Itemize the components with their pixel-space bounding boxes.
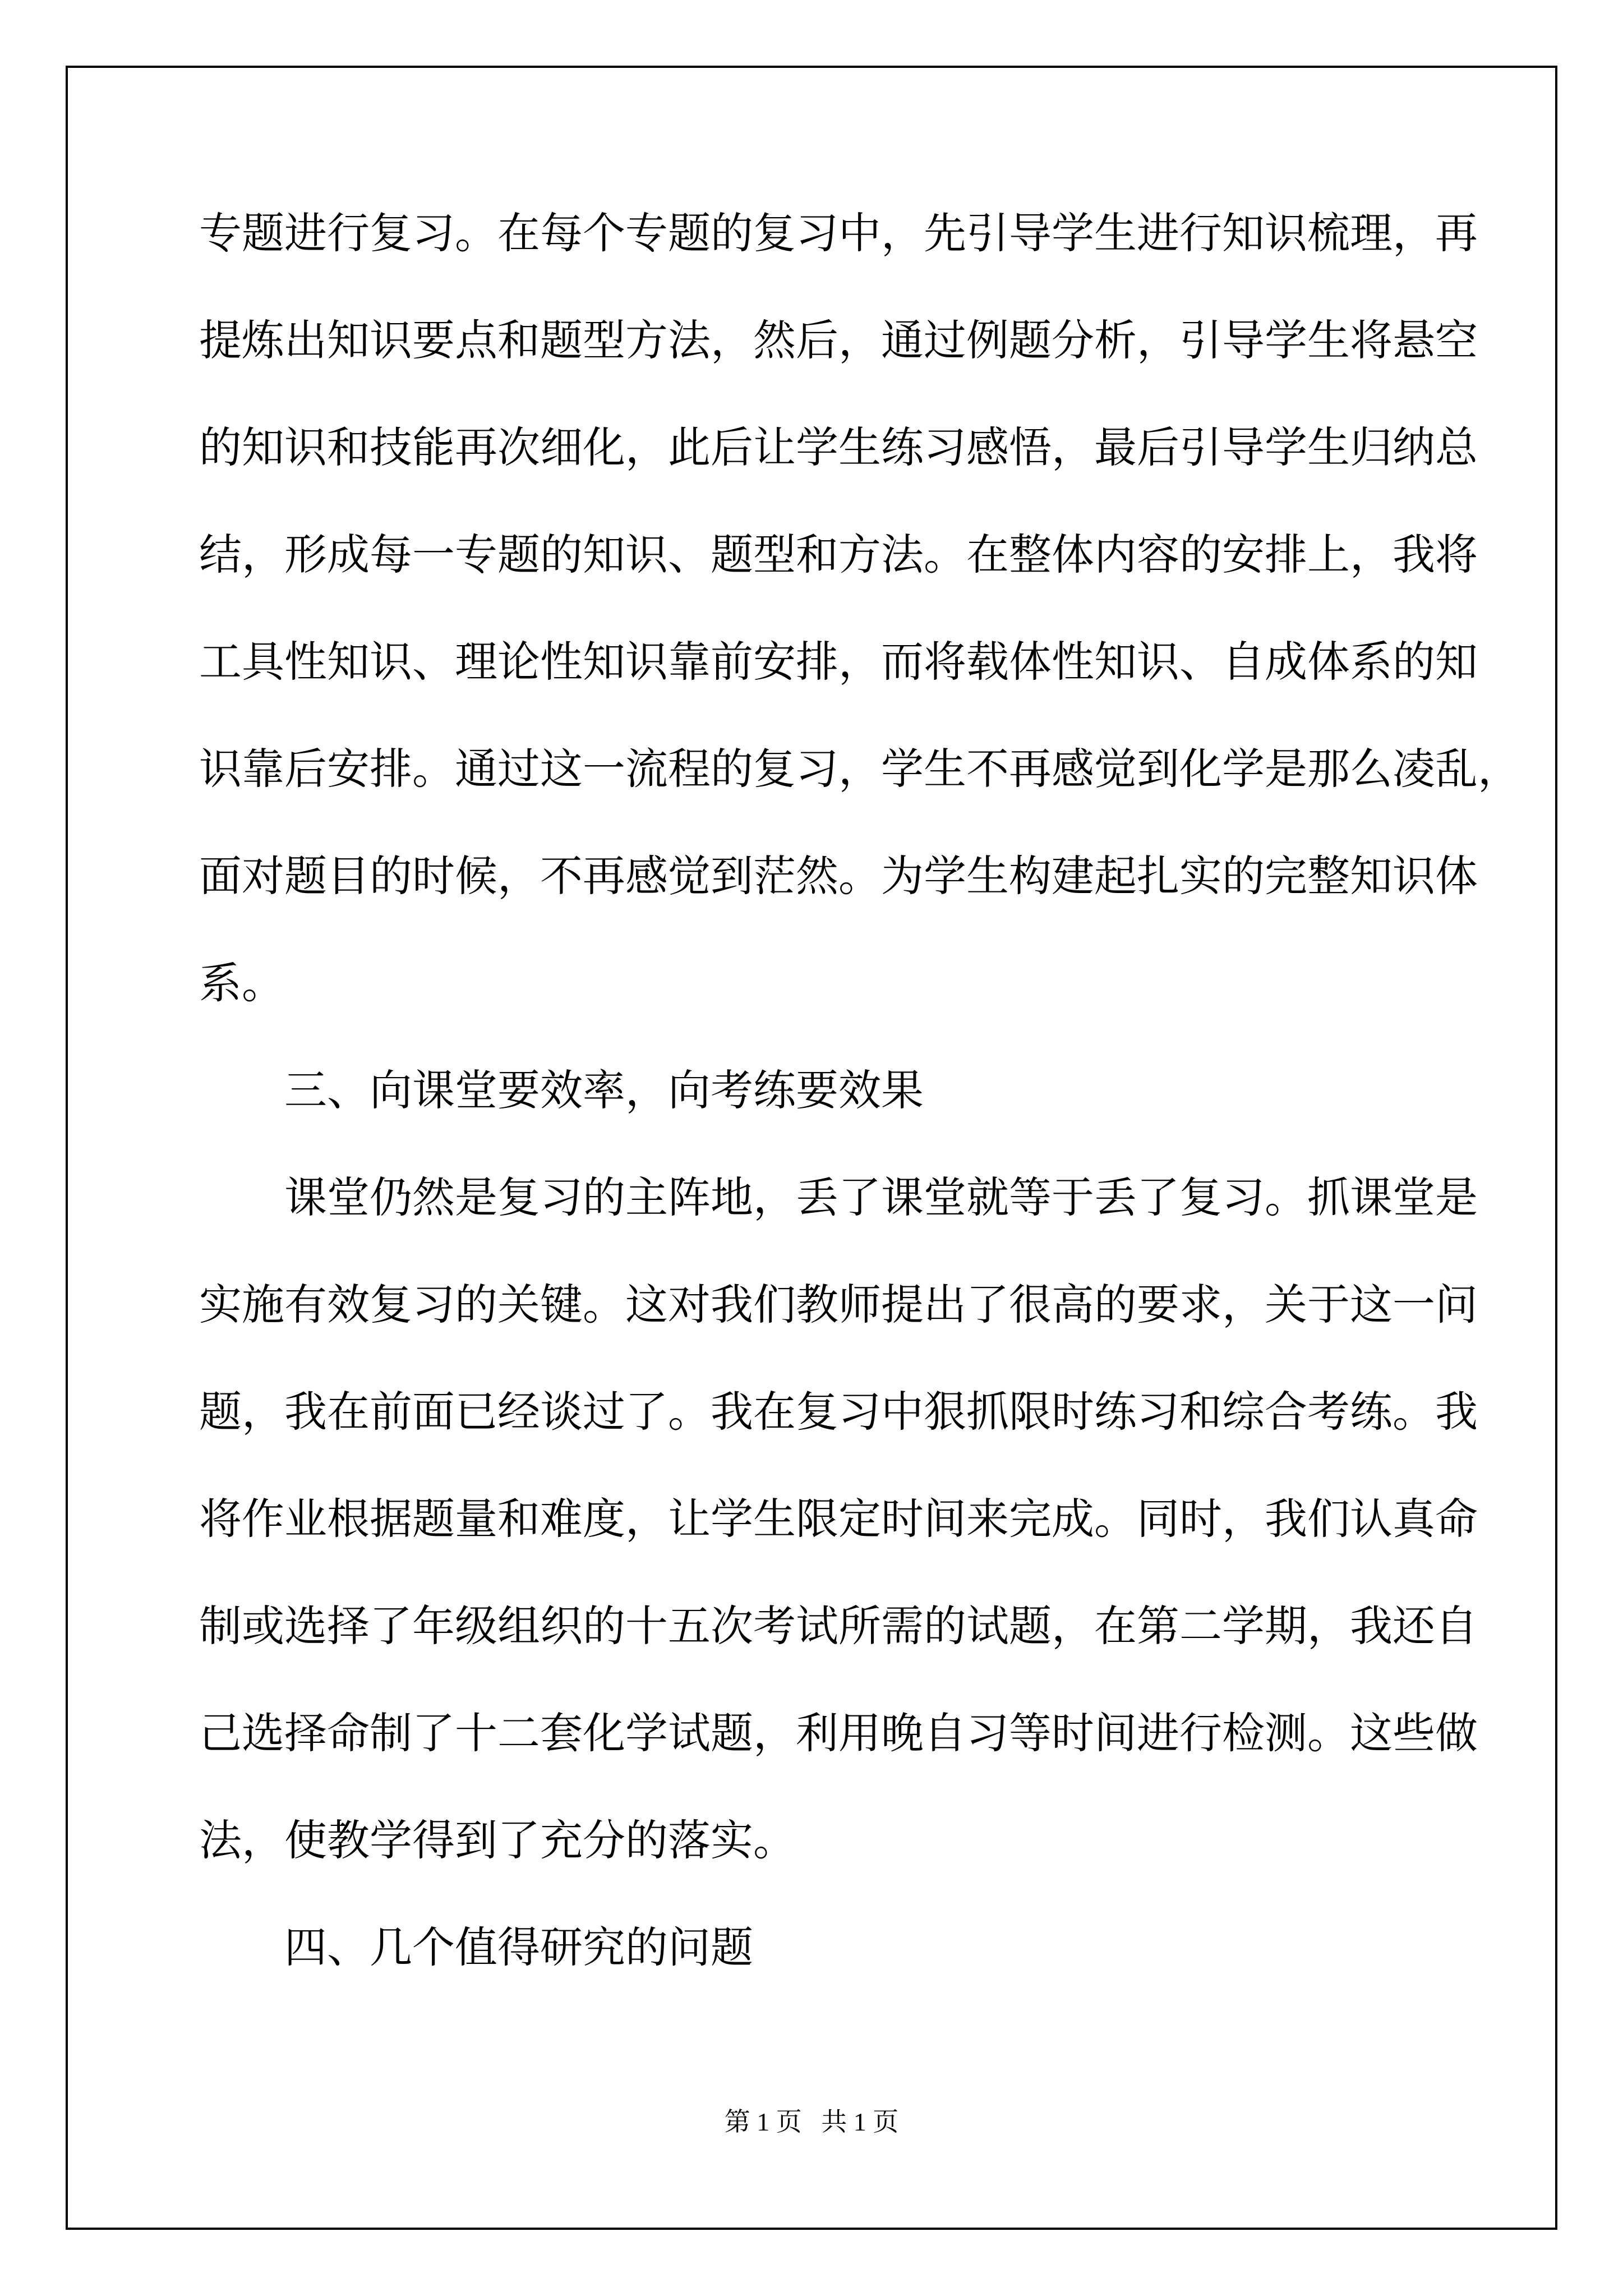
body-text-line: 实施有效复习的关键。这对我们教师提出了很高的要求，关于这一问 (199, 1280, 1478, 1329)
body-text-line: 面对题目的时候，不再感觉到茫然。为学生构建起扎实的完整知识体 (199, 851, 1478, 901)
body-text-line: 课堂仍然是复习的主阵地，丢了课堂就等于丢了复习。抓课堂是 (284, 1172, 1478, 1222)
body-text-line: 识靠后安排。通过这一流程的复习，学生不再感觉到化学是那么凌乱， (199, 744, 1520, 794)
section-heading: 三、向课堂要效率，向考练要效果 (284, 1065, 924, 1115)
body-text-line: 专题进行复习。在每个专题的复习中，先引导学生进行知识梳理，再 (199, 208, 1478, 258)
body-text-line: 己选择命制了十二套化学试题，利用晚自习等时间进行检测。这些做 (199, 1708, 1478, 1758)
body-text-line: 的知识和技能再次细化，此后让学生练习感悟，最后引导学生归纳总 (199, 422, 1478, 472)
body-text-line: 工具性知识、理论性知识靠前安排，而将载体性知识、自成体系的知 (199, 637, 1478, 687)
body-text-line: 系。 (199, 958, 284, 1008)
body-text-line: 结，形成每一专题的知识、题型和方法。在整体内容的安排上，我将 (199, 530, 1478, 579)
body-text-line: 制或选择了年级组织的十五次考试所需的试题，在第二学期，我还自 (199, 1601, 1478, 1651)
page-number-footer: 第 1 页 共 1 页 (724, 2108, 899, 2136)
body-text-line: 法，使教学得到了充分的落实。 (199, 1815, 796, 1865)
document-body (199, 206, 1520, 2028)
body-text-line: 将作业根据题量和难度，让学生限定时间来完成。同时，我们认真命 (199, 1494, 1478, 1544)
body-text-line: 提炼出知识要点和题型方法，然后，通过例题分析，引导学生将悬空 (199, 315, 1478, 365)
body-text-line: 题，我在前面已经谈过了。我在复习中狠抓限时练习和综合考练。我 (199, 1387, 1478, 1437)
section-heading: 四、几个值得研究的问题 (284, 1922, 753, 1972)
